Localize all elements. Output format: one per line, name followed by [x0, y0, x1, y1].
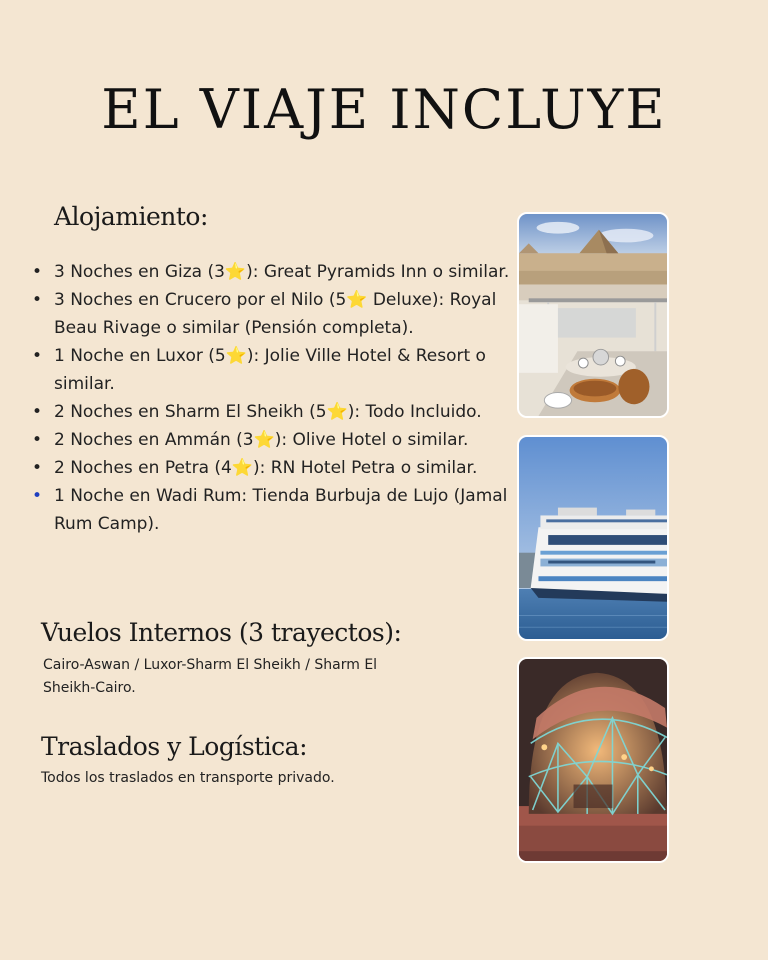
nile-cruise-photo: [517, 435, 669, 641]
star-icon: ⭐: [225, 346, 247, 366]
bullet-icon: •: [32, 346, 43, 366]
bullet-icon: •: [32, 290, 43, 310]
star-icon: ⭐: [253, 430, 275, 450]
bullet-icon: •: [32, 486, 43, 506]
pyramids-terrace-image: [519, 214, 667, 416]
page-title: EL VIAJE INCLUYE: [101, 78, 667, 141]
giza-hotel-photo: [517, 212, 669, 418]
bullet-icon: •: [32, 430, 43, 450]
list-item: • 1 Noche en Wadi Rum: Tienda Burbuja de Lujo (Jamal Rum Camp).: [28, 482, 514, 538]
star-icon: ⭐: [231, 458, 254, 478]
traslados-text: Todos los traslados en transporte privado.: [41, 770, 335, 786]
list-item: • 2 Noches en Petra (4⭐): RN Hotel Petra o similar.: [28, 454, 514, 482]
bullet-icon: •: [32, 402, 43, 422]
wadi-rum-tent-photo: [517, 657, 669, 863]
bullet-icon: •: [32, 262, 43, 282]
list-item: • 2 Noches en Sharm El Sheikh (5⭐): Todo Incluido.: [28, 398, 514, 426]
bullet-icon: •: [32, 458, 43, 478]
star-icon: ⭐: [326, 402, 348, 422]
bubble-tent-image: [519, 659, 667, 861]
vuelos-heading: Vuelos Internos (3 trayectos):: [41, 618, 402, 647]
list-item: • 2 Noches en Ammán (3⭐): Olive Hotel o similar.: [28, 426, 514, 454]
list-item: • 3 Noches en Crucero por el Nilo (5⭐ Deluxe): Royal Beau Rivage o similar (Pensión completa).: [28, 286, 514, 342]
traslados-heading: Traslados y Logística:: [41, 732, 308, 761]
star-icon: ⭐: [346, 290, 368, 310]
vuelos-text: Cairo-Aswan / Luxor-Sharm El Sheikh / Sharm El Sheikh-Cairo.: [43, 657, 378, 696]
alojamiento-list: [28, 258, 514, 538]
alojamiento-heading: Alojamiento:: [54, 202, 208, 231]
list-item: • 3 Noches en Giza (3⭐): Great Pyramids Inn o similar.: [28, 258, 514, 286]
cruise-ship-image: [519, 437, 667, 639]
star-icon: ⭐: [224, 262, 247, 282]
list-item: • 1 Noche en Luxor (5⭐): Jolie Ville Hotel & Resort o similar.: [28, 342, 514, 398]
